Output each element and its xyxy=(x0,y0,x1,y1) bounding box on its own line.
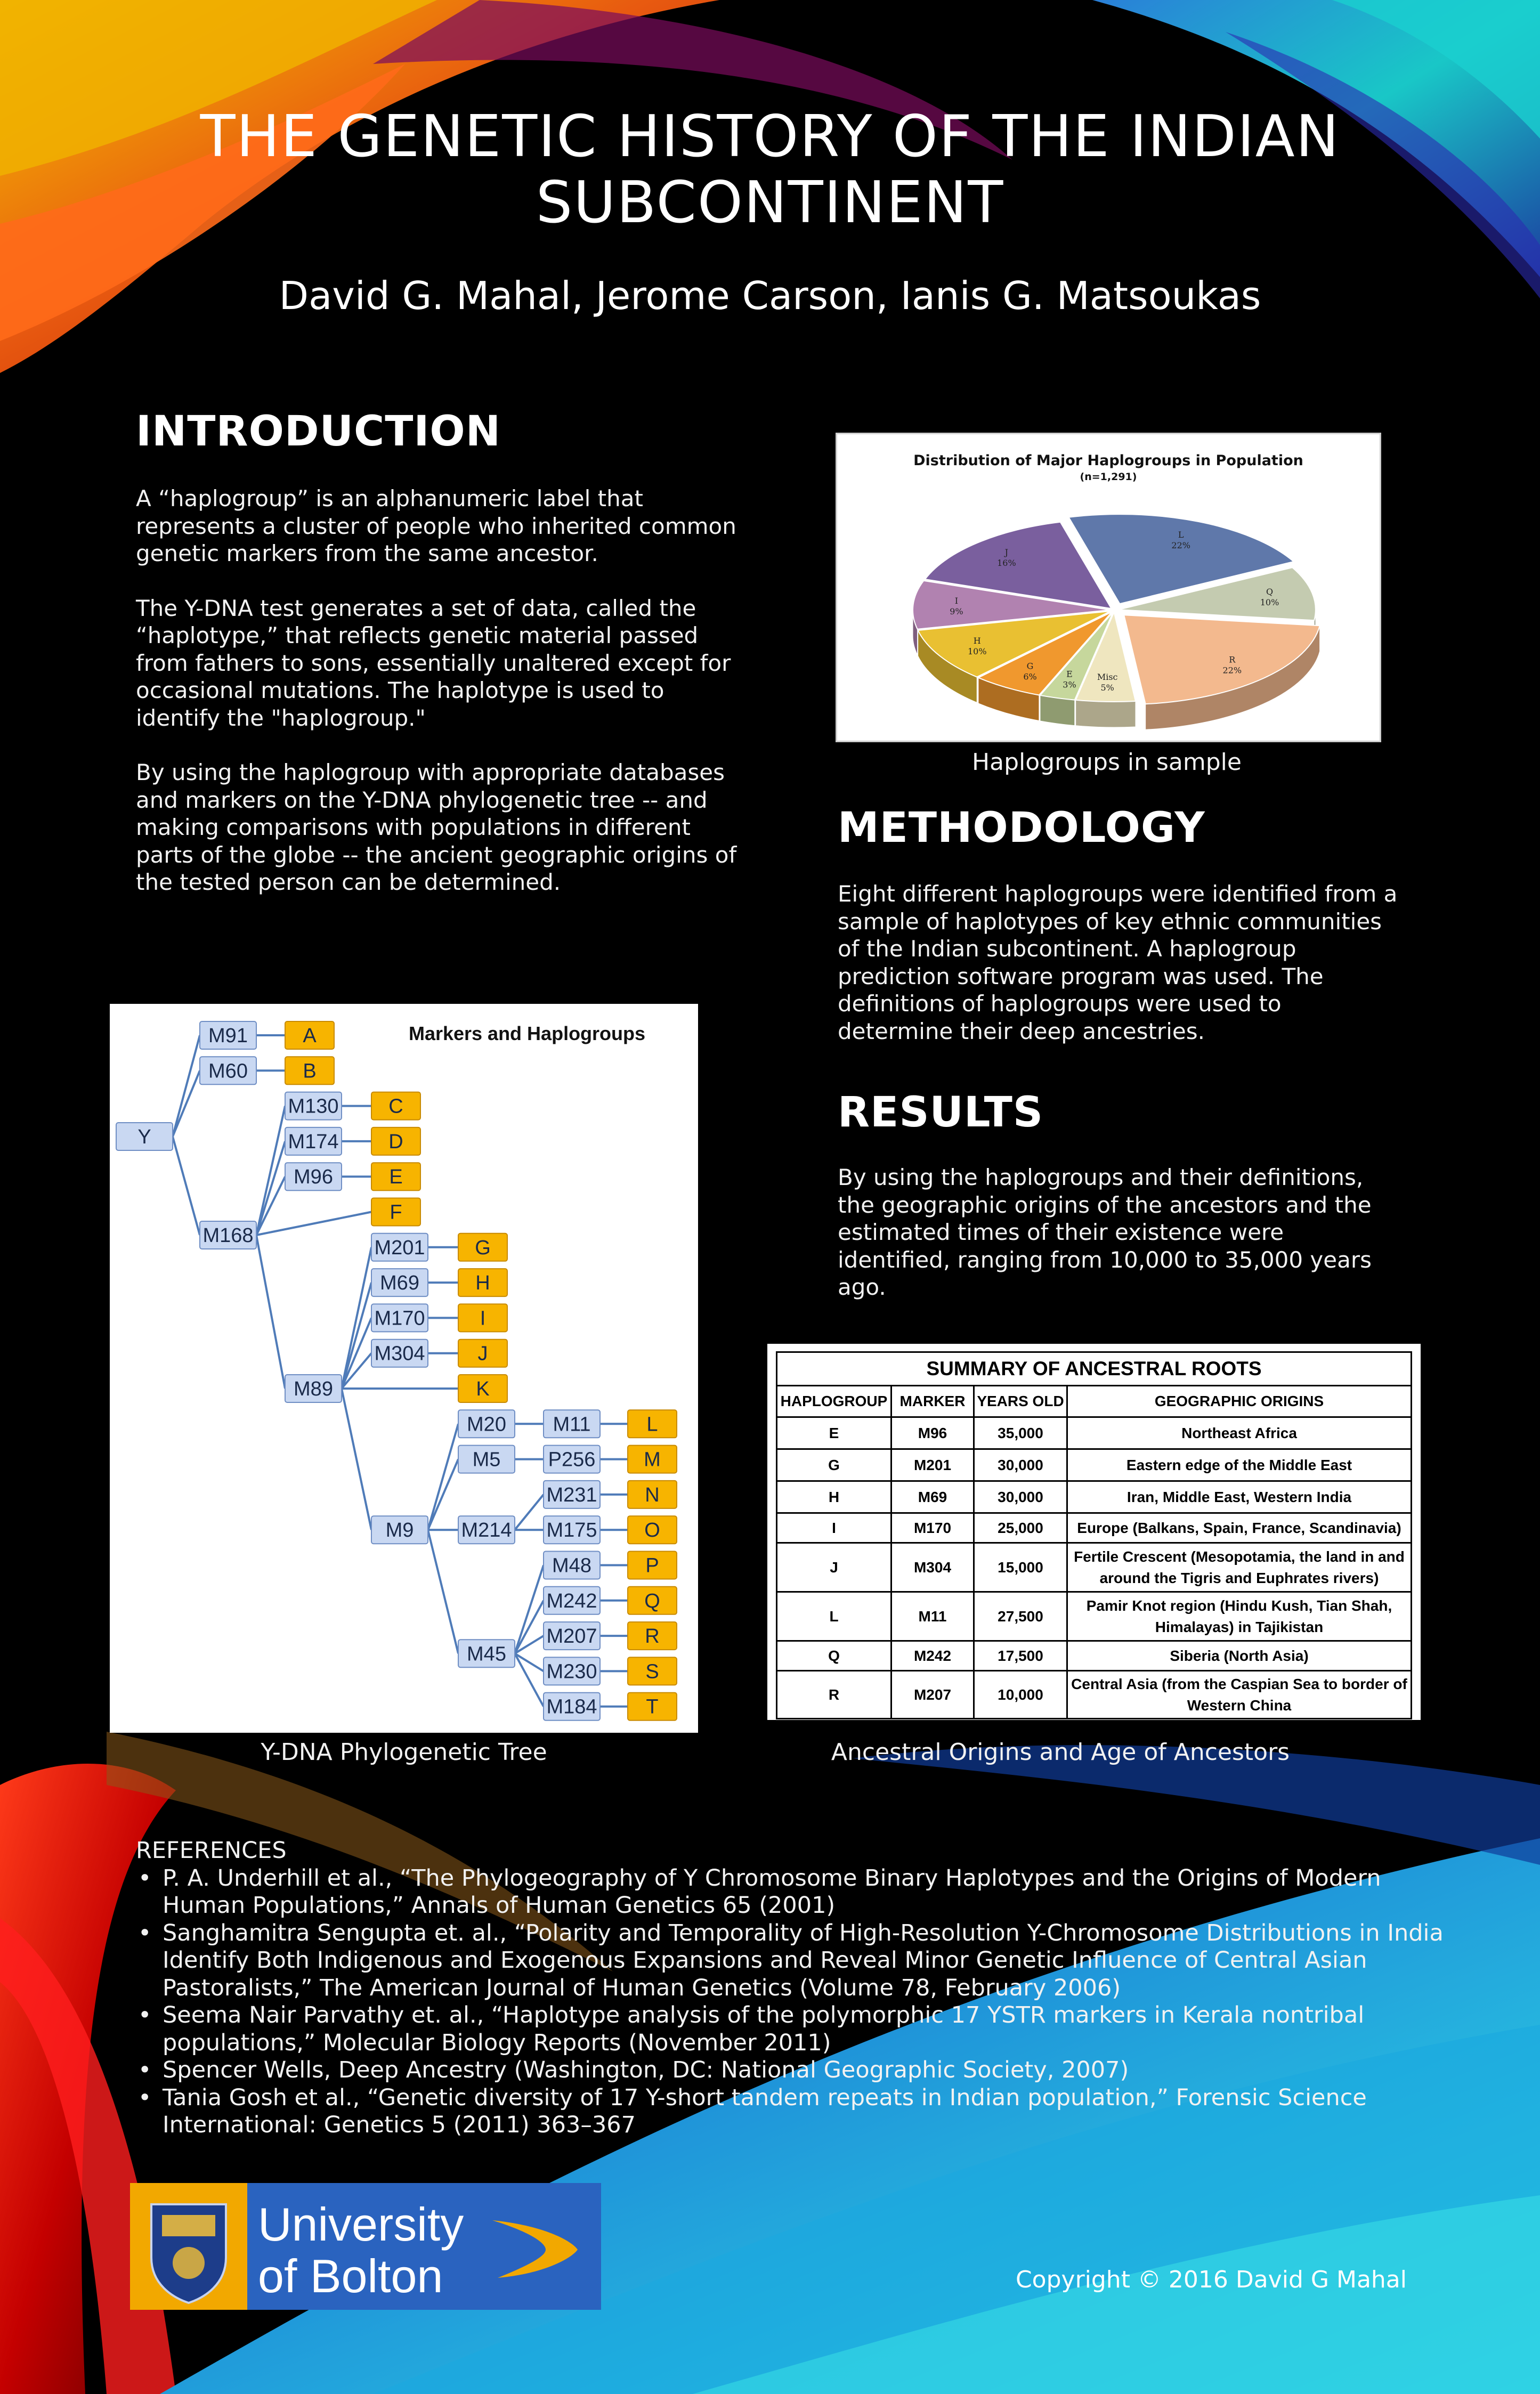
haplogroup-label: A xyxy=(303,1025,317,1047)
marker-M45 xyxy=(458,1640,515,1667)
haplogroup-label: J xyxy=(477,1342,488,1365)
reference-item: • Tania Gosh et al., “Genetic diversity of 17 Y-short tandem repeats in Indian population,” Forensic Science International: Genetics 5 (2011) 363–367 xyxy=(136,2084,1447,2139)
table-cell: L xyxy=(777,1592,891,1641)
references-heading: REFERENCES xyxy=(136,1837,287,1864)
haplogroup-H xyxy=(458,1269,507,1296)
tree-branch xyxy=(256,1141,285,1235)
table-header-marker: MARKER xyxy=(891,1386,974,1417)
table-cell: 17,500 xyxy=(974,1641,1067,1671)
marker-M96 xyxy=(285,1163,342,1190)
table-cell: 35,000 xyxy=(974,1417,1067,1449)
table-cell: M96 xyxy=(891,1417,974,1449)
marker-M69 xyxy=(371,1269,428,1296)
marker-M231 xyxy=(544,1481,600,1508)
marker-label: M89 xyxy=(294,1378,333,1400)
marker-label: M69 xyxy=(380,1272,419,1295)
marker-label: M130 xyxy=(288,1095,339,1118)
pie-chart-title: Distribution of Major Haplogroups in Population xyxy=(913,452,1303,469)
tree-branch xyxy=(428,1424,458,1530)
table-row xyxy=(777,1417,1412,1449)
pie-label-H: H xyxy=(973,636,981,646)
marker-M170 xyxy=(371,1304,428,1332)
table-cell: J xyxy=(777,1543,891,1592)
table-cell: H xyxy=(777,1481,891,1513)
tree-branch xyxy=(342,1318,371,1389)
copyright-text: Copyright © 2016 David G Mahal xyxy=(1015,2266,1407,2293)
marker-M20 xyxy=(458,1410,515,1438)
introduction-heading: INTRODUCTION xyxy=(136,408,501,456)
table-cell: Iran, Middle East, Western India xyxy=(1067,1481,1412,1513)
table-cell: M69 xyxy=(891,1481,974,1513)
marker-label: M207 xyxy=(546,1625,597,1648)
marker-M230 xyxy=(544,1657,600,1685)
pie-label-I: I xyxy=(954,596,959,606)
table-row xyxy=(777,1592,1412,1641)
haplogroup-I xyxy=(458,1304,507,1332)
table-cell: M207 xyxy=(891,1671,974,1719)
results-heading: RESULTS xyxy=(838,1089,1044,1137)
haplogroup-Q xyxy=(628,1587,677,1614)
marker-M91 xyxy=(200,1021,256,1049)
pie-value-H: 10% xyxy=(967,646,987,657)
table-body xyxy=(777,1417,1412,1719)
pie-value-Misc: 5% xyxy=(1100,682,1114,693)
marker-label: M168 xyxy=(202,1224,254,1247)
pie-chart xyxy=(837,434,1380,741)
pie-label-R: R xyxy=(1229,654,1236,665)
marker-M174 xyxy=(285,1127,342,1155)
haplogroup-S xyxy=(628,1657,677,1685)
introduction-paragraph-2: The Y-DNA test generates a set of data, called the “haplotype,” that reflects genetic material passed from fathers to sons, essentially unaltered except for occasional mutations. The haplotype is used to identify the "haplogroup." xyxy=(136,595,731,731)
tree-branch xyxy=(173,1035,200,1137)
table-row xyxy=(777,1481,1412,1513)
marker-M175 xyxy=(544,1516,600,1544)
marker-label: M214 xyxy=(461,1519,512,1542)
table-cell: E xyxy=(777,1417,891,1449)
table-cell: M170 xyxy=(891,1513,974,1543)
reference-item: • Seema Nair Parvathy et. al., “Haplotype analysis of the polymorphic 17 YSTR markers in Kerala nontribal populations,” Molecular Biology Reports (November 2011) xyxy=(136,2002,1447,2057)
haplogroup-A xyxy=(285,1021,334,1049)
tree-branch xyxy=(256,1235,285,1389)
haplogroup-label: E xyxy=(389,1166,403,1189)
reference-item: • P. A. Underhill et al., “The Phylogeography of Y Chromosome Binary Haplotypes and the Origins of Modern Human Populations,” Annals of Human Genetics 65 (2001) xyxy=(136,1865,1447,1920)
table-cell: 25,000 xyxy=(974,1513,1067,1543)
table-header-geographic-origins: GEOGRAPHIC ORIGINS xyxy=(1067,1386,1412,1417)
results-text: By using the haplogroups and their definitions, the geographic origins of the ancestors and the estimated times of their existence were identified, ranging from 10,000 to 35,000 years ago. xyxy=(838,1164,1372,1300)
haplogroup-F xyxy=(371,1198,420,1226)
marker-M11 xyxy=(544,1410,600,1438)
haplogroup-label: K xyxy=(476,1378,490,1400)
table-header-years-old: YEARS OLD xyxy=(974,1386,1067,1417)
marker-label: M96 xyxy=(294,1166,333,1189)
table-cell: 30,000 xyxy=(974,1481,1067,1513)
reference-item: • Sanghamitra Sengupta et. al., “Polarity and Temporality of High-Resolution Y-Chromosome Distributions in India Identify Both Indigenous and Exogenous Expansions and Reveal Minor Genetic Influence of Central Asian Pastoralists,” The American Journal of Human Genetics (Volume 78, February 2006) xyxy=(136,1920,1447,2002)
marker-M60 xyxy=(200,1057,256,1084)
haplogroup-label: H xyxy=(475,1272,490,1295)
table-cell: Siberia (North Asia) xyxy=(1067,1641,1412,1671)
table-cell: R xyxy=(777,1671,891,1719)
haplogroup-label: D xyxy=(388,1130,403,1153)
marker-P256 xyxy=(544,1446,600,1473)
haplogroup-N xyxy=(628,1481,677,1508)
pie-side-Misc xyxy=(1076,700,1136,727)
haplogroup-P xyxy=(628,1552,677,1579)
tree-caption: Y-DNA Phylogenetic Tree xyxy=(261,1739,547,1766)
haplogroup-E xyxy=(371,1163,420,1190)
poster-title: THE GENETIC HISTORY OF THE INDIAN SUBCONTINENT xyxy=(200,103,1340,236)
marker-label: M304 xyxy=(374,1342,425,1365)
tree-branch xyxy=(428,1459,458,1530)
marker-label: P256 xyxy=(548,1448,596,1471)
references-section xyxy=(136,1837,1447,2139)
haplogroup-label: M xyxy=(644,1448,661,1471)
table-cell: Fertile Crescent (Mesopotamia, the land in and around the Tigris and Euphrates rivers) xyxy=(1067,1543,1412,1592)
marker-M130 xyxy=(285,1092,342,1120)
table-cell: Central Asia (from the Caspian Sea to border of Western China xyxy=(1067,1671,1412,1719)
table-cell: 27,500 xyxy=(974,1592,1067,1641)
table-row xyxy=(777,1543,1412,1592)
table-cell: M304 xyxy=(891,1543,974,1592)
pie-value-E: 3% xyxy=(1063,679,1076,690)
table-cell: 15,000 xyxy=(974,1543,1067,1592)
methodology-heading: METHODOLOGY xyxy=(838,804,1205,852)
tree-branch xyxy=(428,1530,458,1653)
university-logo xyxy=(130,2183,601,2310)
table-cell: Pamir Knot region (Hindu Kush, Tian Shah, Himalayas) in Tajikistan xyxy=(1067,1592,1412,1641)
pie-value-G: 6% xyxy=(1023,671,1037,682)
tree-branch xyxy=(515,1495,544,1530)
table-cell: Q xyxy=(777,1641,891,1671)
reference-item: • Spencer Wells, Deep Ancestry (Washington, DC: National Geographic Society, 2007) xyxy=(136,2057,1447,2084)
marker-label: M9 xyxy=(385,1519,414,1542)
table-cell: M11 xyxy=(891,1592,974,1641)
marker-label: M231 xyxy=(546,1483,597,1506)
tree-branch xyxy=(256,1212,371,1236)
pie-value-Q: 10% xyxy=(1260,597,1279,608)
pie-value-I: 9% xyxy=(950,606,963,617)
pie-label-Misc: Misc xyxy=(1097,671,1118,682)
haplogroup-label: P xyxy=(645,1554,659,1577)
phylogenetic-tree-panel xyxy=(110,1004,698,1733)
pie-value-R: 22% xyxy=(1222,665,1242,676)
table-caption: Ancestral Origins and Age of Ancestors xyxy=(831,1739,1290,1766)
table-cell: 30,000 xyxy=(974,1449,1067,1481)
haplogroup-label: B xyxy=(303,1060,317,1083)
table-cell: M242 xyxy=(891,1641,974,1671)
marker-label: M174 xyxy=(288,1130,339,1153)
haplogroup-label: S xyxy=(645,1660,659,1683)
haplogroup-D xyxy=(371,1127,420,1155)
tree-branch xyxy=(342,1389,371,1530)
pie-label-J: J xyxy=(1004,547,1009,558)
marker-label: M175 xyxy=(546,1519,597,1542)
university-crest xyxy=(130,2183,601,2310)
haplogroup-label: L xyxy=(646,1413,658,1436)
haplogroup-M xyxy=(628,1446,677,1473)
marker-M207 xyxy=(544,1622,600,1650)
table-header-haplogroup: HAPLOGROUP xyxy=(777,1386,891,1417)
haplogroup-label: F xyxy=(390,1201,402,1224)
methodology-text: Eight different haplogroups were identified from a sample of haplotypes of key ethnic communities of the Indian subcontinent. A haplogroup prediction software program was used. The definitions of haplogroups were used to determine their deep ancestries. xyxy=(838,881,1398,1044)
pie-label-L: L xyxy=(1178,529,1184,540)
marker-M89 xyxy=(285,1375,342,1402)
ancestral-roots-table xyxy=(776,1351,1412,1719)
haplogroup-label: C xyxy=(388,1095,403,1118)
pie-value-L: 22% xyxy=(1171,540,1190,550)
phylogenetic-tree xyxy=(110,1004,698,1733)
marker-label: M20 xyxy=(467,1413,506,1436)
poster-authors: David G. Mahal, Jerome Carson, Ianis G. Matsoukas xyxy=(279,273,1261,318)
marker-label: M242 xyxy=(546,1589,597,1612)
references-list xyxy=(136,1865,1447,2139)
marker-label: M184 xyxy=(546,1695,597,1718)
haplogroup-label: N xyxy=(645,1483,660,1506)
haplogroup-O xyxy=(628,1516,677,1544)
marker-M168 xyxy=(200,1221,256,1249)
table-row xyxy=(777,1449,1412,1481)
table-cell: Europe (Balkans, Spain, France, Scandinavia) xyxy=(1067,1513,1412,1543)
tree-title: Markers and Haplogroups xyxy=(408,1022,646,1044)
logo-line-1: University xyxy=(258,2198,464,2251)
marker-M5 xyxy=(458,1446,515,1473)
table-cell: G xyxy=(777,1449,891,1481)
marker-label: M5 xyxy=(472,1448,501,1471)
table-cell: 10,000 xyxy=(974,1671,1067,1719)
tree-branch xyxy=(256,1106,285,1235)
introduction-paragraph-3: By using the haplogroup with appropriate databases and markers on the Y-DNA phylogenetic tree -- and making comparisons with populations in different parts of the globe -- the ancient geographic origins of the tested person can be determined. xyxy=(136,759,737,895)
pie-chart-caption: Haplogroups in sample xyxy=(972,749,1242,776)
tree-branch xyxy=(342,1283,371,1389)
pie-slice-R xyxy=(1124,615,1319,704)
marker-M9 xyxy=(371,1516,428,1544)
marker-label: M48 xyxy=(552,1554,591,1577)
table-row xyxy=(777,1671,1412,1719)
marker-label: M60 xyxy=(208,1060,248,1083)
table-title: SUMMARY OF ANCESTRAL ROOTS xyxy=(777,1352,1412,1386)
table-row xyxy=(777,1641,1412,1671)
tree-branch xyxy=(173,1137,200,1235)
haplogroup-J xyxy=(458,1340,507,1367)
table-cell: Eastern edge of the Middle East xyxy=(1067,1449,1412,1481)
haplogroup-K xyxy=(458,1375,507,1402)
haplogroup-label: O xyxy=(644,1519,660,1542)
table-cell: Northeast Africa xyxy=(1067,1417,1412,1449)
introduction-paragraph-1: A “haplogroup” is an alphanumeric label that represents a cluster of people who inherited common genetic markers from the same ancestor. xyxy=(136,485,736,566)
table-cell: M201 xyxy=(891,1449,974,1481)
pie-label-Q: Q xyxy=(1266,587,1274,597)
ancestral-roots-panel xyxy=(767,1344,1421,1720)
marker-label: M11 xyxy=(553,1413,591,1436)
haplogroup-C xyxy=(371,1092,420,1120)
marker-M214 xyxy=(458,1516,515,1544)
tree-branch xyxy=(173,1070,200,1137)
haplogroup-L xyxy=(628,1410,677,1438)
haplogroup-G xyxy=(458,1233,507,1261)
marker-label: Y xyxy=(137,1126,151,1148)
haplogroup-label: G xyxy=(475,1236,491,1259)
marker-label: M170 xyxy=(374,1307,425,1330)
table-cell: I xyxy=(777,1513,891,1543)
haplogroup-label: I xyxy=(480,1307,486,1330)
pie-label-G: G xyxy=(1026,661,1034,671)
marker-M242 xyxy=(544,1587,600,1614)
marker-Y xyxy=(116,1123,173,1150)
marker-label: M201 xyxy=(374,1236,425,1259)
tree-nodes xyxy=(116,1021,677,1721)
pie-value-J: 16% xyxy=(997,558,1016,569)
introduction-text xyxy=(136,485,743,923)
haplogroup-label: R xyxy=(645,1625,660,1648)
marker-label: M91 xyxy=(208,1025,248,1047)
marker-label: M45 xyxy=(467,1643,506,1666)
table-row xyxy=(777,1513,1412,1543)
marker-M184 xyxy=(544,1693,600,1721)
marker-M304 xyxy=(371,1340,428,1367)
pie-chart-panel xyxy=(836,433,1381,742)
haplogroup-B xyxy=(285,1057,334,1084)
logo-line-2: of Bolton xyxy=(258,2250,443,2302)
marker-M48 xyxy=(544,1552,600,1579)
haplogroup-T xyxy=(628,1693,677,1721)
pie-chart-subtitle: (n=1,291) xyxy=(1080,471,1137,483)
haplogroup-label: T xyxy=(646,1695,659,1718)
haplogroup-label: Q xyxy=(644,1589,660,1612)
pie-label-E: E xyxy=(1066,669,1073,679)
tree-branch xyxy=(342,1247,371,1389)
haplogroup-R xyxy=(628,1622,677,1650)
marker-label: M230 xyxy=(546,1660,597,1683)
marker-M201 xyxy=(371,1233,428,1261)
